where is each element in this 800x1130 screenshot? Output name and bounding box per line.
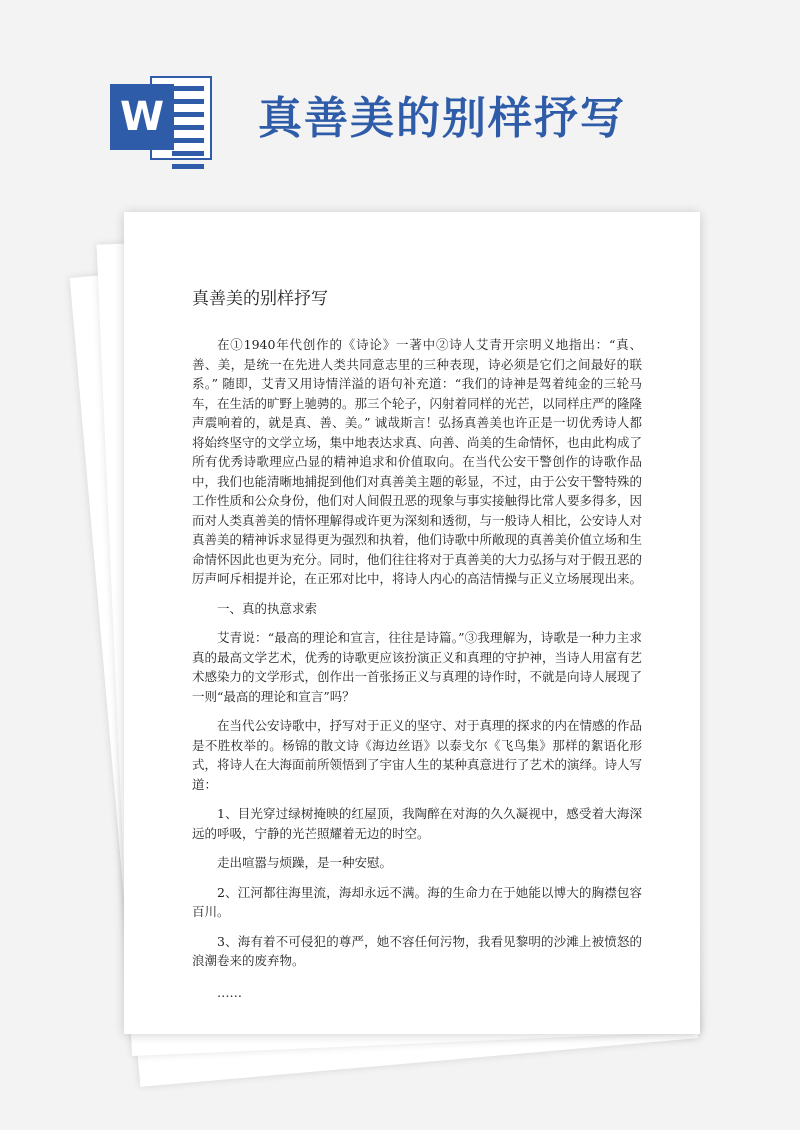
paragraph-intro: 在①1940年代创作的《诗论》一著中②诗人艾青开宗明义地指出：“真、善、美，是统一在先进人类共同意志里的三种表现，诗必须是它们之间最好的联系。” 随即，艾青又用诗情洋溢的语句补充道：“我们的诗神是驾着纯金的三轮马车，在生活的旷野上驰骋的。那三个轮子，闪射着同样的光芒，以同样庄严的隆隆声震响着的，就是真、善、美。” 诚哉斯言！弘扬真善美也许正是一切优秀诗人都将始终坚守的文学立场，集中地表达求真、向善、尚美的生命情怀，也由此构成了所有优秀诗歌理应凸显的精神追求和价值取向。在当代公安干警创作的诗歌作品中，我们也能清晰地捕捉到他们对真善美主题的彰显，不过，由于公安干警特殊的工作性质和公众身份，他们对人间假丑恶的现象与事实接触得比常人要多得多，因而对人类真善美的情怀理解得或许更为深刻和透彻，与一般诗人相比，公安诗人对真善美的精神诉求显得更为强烈和执着，他们诗歌中所敞现的真善美价值立场和生命情怀因此也更为充分。同时，他们往往将对于真善美的大力弘扬与对于假丑恶的厉声呵斥相提并论，在正邪对比中，将诗人内心的高洁情操与正义立场展现出来。: [192, 337, 643, 586]
ellipsis: ……: [217, 984, 242, 1000]
poem-line-1: 1、目光穿过绿树掩映的红屋顶，我陶醉在对海的久久凝视中，感受着大海深远的呼吸，宁静的光芒照耀着无边的时空。: [192, 806, 642, 841]
poem-line-3: 3、海有着不可侵犯的尊严，她不容任何污物，我看见黎明的沙滩上被愤怒的浪潮卷来的废弃物。: [192, 933, 642, 968]
document-title: 真善美的别样抒写: [192, 289, 328, 309]
banner-title: 真善美的别样抒写: [258, 93, 626, 144]
poem-line-1b: 走出喧嚣与烦躁，是一种安慰。: [217, 855, 393, 870]
document-body: [192, 284, 642, 1012]
paragraph-aiqing: 艾青说：“最高的理论和宣言，往往是诗篇。”③我理解为，诗歌是一种力主求真的最高文学艺术，优秀的诗歌更应该扮演正义和真理的守护神，当诗人用富有艺术感染力的文学形式，创作出一首张扬正义与真理的诗作时，不就是向诗人展现了一则“最高的理论和宣言”吗？: [192, 630, 643, 704]
word-logo-icon: [110, 70, 214, 166]
paragraph-context: 在当代公安诗歌中，抒写对于正义的坚守、对于真理的探求的内在情感的作品是不胜枚举的。杨锦的散文诗《海边丝语》以泰戈尔《飞鸟集》那样的絮语化形式，将诗人在大海面前所领悟到了宇宙人生的某种真意进行了艺术的演绎。诗人写道：: [192, 718, 643, 792]
section-heading: 一、真的执意求索: [217, 600, 318, 616]
poem-line-2: 2、江河都往海里流，海却永远不满。海的生命力在于她能以博大的胸襟包容百川。: [192, 884, 642, 919]
word-w-letter: W: [110, 84, 174, 150]
